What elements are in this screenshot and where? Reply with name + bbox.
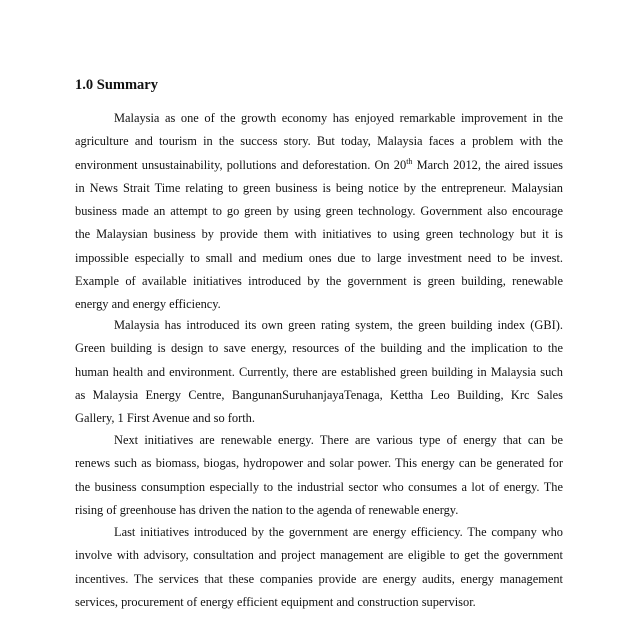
paragraph-line: Gallery, 1 First Avenue and so forth.	[75, 411, 255, 426]
paragraph-line: renews such as biomass, biogas, hydropower and solar power. This energy can be generated for	[75, 456, 563, 471]
line-text: environment unsustainability, pollutions and deforestation. On 20	[75, 157, 407, 172]
paragraph-3	[75, 429, 563, 522]
paragraph-line: as Malaysia Energy Centre, BangunanSuruhanjayaTenaga, Kettha Leo Building, Krc Sales	[75, 387, 563, 402]
paragraph-line: Malaysia as one of the growth economy has enjoyed remarkable improvement in the	[114, 111, 563, 125]
ordinal-superscript: th	[406, 156, 413, 166]
paragraph-line: agriculture and tourism in the success story. But today, Malaysia faces a problem with the	[75, 134, 563, 149]
paragraph-line: Malaysia has introduced its own green rating system, the green building index (GBI).	[114, 318, 563, 332]
paragraph-4	[75, 521, 563, 614]
paragraph-line: services, procurement of energy efficient equipment and construction supervisor.	[75, 594, 476, 609]
paragraph-line: energy and energy efficiency.	[75, 297, 221, 312]
paragraph-line: Last initiatives introduced by the government are energy efficiency. The company who	[114, 525, 563, 539]
paragraph-1	[75, 107, 563, 317]
paragraph-line: impossible especially to small and medium ones due to large investment need to be invest.	[75, 250, 563, 265]
paragraph-line-with-superscript	[75, 154, 563, 177]
line-text-rest: March 2012, the aired issues	[412, 157, 563, 172]
paragraph-line: the business consumption especially to the industrial sector who consumes a lot of energy. The	[75, 479, 563, 494]
paragraph-line: business made an attempt to go green by using green technology. Government also encourage	[75, 204, 563, 219]
paragraph-line: Next initiatives are renewable energy. There are various type of energy that can be	[114, 433, 563, 447]
paragraph-line: Example of available initiatives introduced by the government is green building, renewable	[75, 274, 563, 289]
paragraph-line: in News Strait Time relating to green business is being notice by the entrepreneur. Malaysian	[75, 180, 563, 195]
paragraph-line: rising of greenhouse has driven the nation to the agenda of renewable energy.	[75, 502, 459, 517]
paragraph-line: human health and environment. Currently, there are established green building in Malaysia such	[75, 364, 563, 379]
section-heading: 1.0 Summary	[75, 77, 158, 93]
paragraph-line: the Malaysian business by provide them with initiatives to using green technology but it is	[75, 227, 563, 242]
paragraph-line: incentives. The services that these companies provide are energy audits, energy management	[75, 571, 563, 586]
paragraph-line: involve with advisory, consultation and project management are eligible to get the government	[75, 548, 563, 563]
paragraph-2	[75, 314, 563, 430]
paragraph-line: Green building is design to save energy, resources of the building and the implication to the	[75, 341, 563, 356]
